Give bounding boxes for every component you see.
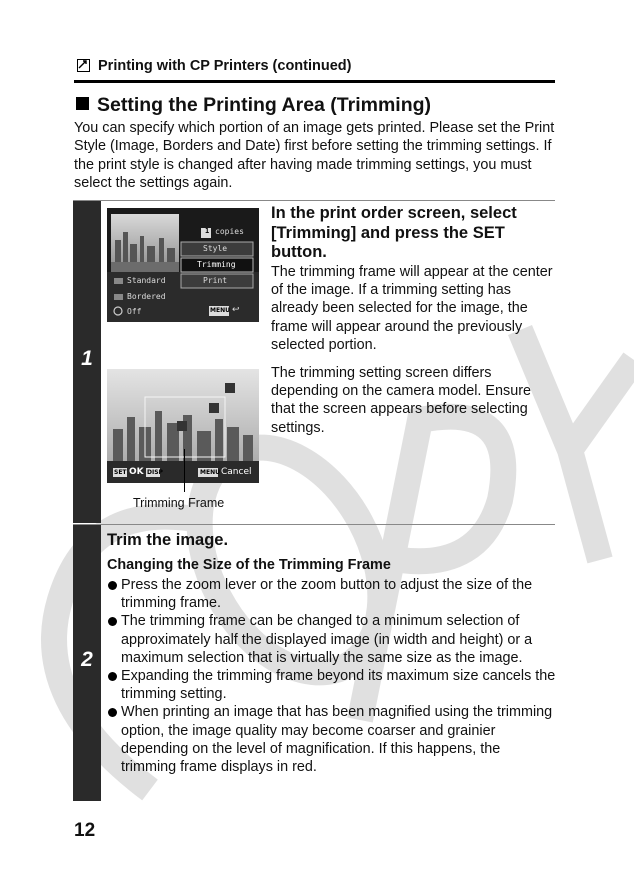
list-item: When printing an image that has been magnified using the trimming option, the image quality may become coarser and grainier depending on the level of magnification. If this happens, the trimming frame displays in red. xyxy=(107,703,557,776)
trimming-frame-caption: Trimming Frame xyxy=(133,496,225,510)
copies-label: copies xyxy=(215,227,244,236)
header-title: Printing with CP Printers (continued) xyxy=(98,58,352,74)
caption-pointer-line xyxy=(184,449,185,492)
option-off: Off xyxy=(127,307,142,316)
step2-heading: Trim the image. xyxy=(107,531,229,549)
step1-number: 1 xyxy=(81,347,93,370)
option-standard: Standard xyxy=(127,276,166,285)
page-number: 12 xyxy=(74,820,96,841)
step1-body: The trimming frame will appear at the center of the image. If a trimming setting has already been selected for the image, the frame will appear around the previously selected portion. xyxy=(271,264,553,353)
section-title xyxy=(76,94,431,117)
step2-number: 2 xyxy=(81,648,93,671)
menu-key-label-2: MENU xyxy=(200,469,220,476)
option-bordered: Bordered xyxy=(127,292,166,301)
trimming-screen xyxy=(107,369,259,483)
list-item: The trimming frame can be changed to a minimum selection of approximately half the displayed image (in width and height) or a maximum selection that is virtually the same size as the image. xyxy=(107,612,557,667)
menu-item-style: Style xyxy=(203,244,228,253)
trimming-screen-photo xyxy=(107,369,259,483)
section-intro: You can specify which portion of an image gets printed. Please set the Print Style (Image, Borders and Date) first before setting the trimming settings. If the print style is changed after having made trimming settings, you must select the settings again. xyxy=(74,120,555,192)
menu-item-trimming: Trimming xyxy=(197,260,236,269)
step2-top-rule xyxy=(73,524,555,525)
ok-label: OK xyxy=(129,467,144,477)
return-arrow-icon: ↩ xyxy=(232,305,240,315)
step2-bullet-list xyxy=(107,576,557,776)
menu-key-label: MENU xyxy=(210,307,230,314)
list-item: Expanding the trimming frame beyond its maximum size cancels the trimming setting. xyxy=(107,667,557,703)
menu-item-print: Print xyxy=(203,276,228,285)
disp-key-label: DISP xyxy=(147,469,163,476)
list-item: Press the zoom lever or the zoom button to adjust the size of the trimming frame. xyxy=(107,576,557,612)
print-order-screen xyxy=(107,208,259,322)
step1-heading: In the print order screen, select [Trimming] and press the SET button. xyxy=(271,204,517,261)
step1-note: The trimming setting screen differs depending on the camera model. Ensure that the screen appears before selecting settings. xyxy=(271,365,532,436)
set-key-label: SET xyxy=(114,469,127,476)
step1-top-rule xyxy=(73,200,555,201)
section-title-text: Setting the Printing Area (Trimming) xyxy=(97,94,432,116)
header-rule xyxy=(74,80,555,83)
step2-subheading: Changing the Size of the Trimming Frame xyxy=(107,557,391,573)
square-bullet-icon xyxy=(76,97,89,110)
printer-pictbridge-icon xyxy=(77,59,90,72)
copies-value: 1 xyxy=(205,227,210,235)
cancel-label: Cancel xyxy=(221,467,252,477)
